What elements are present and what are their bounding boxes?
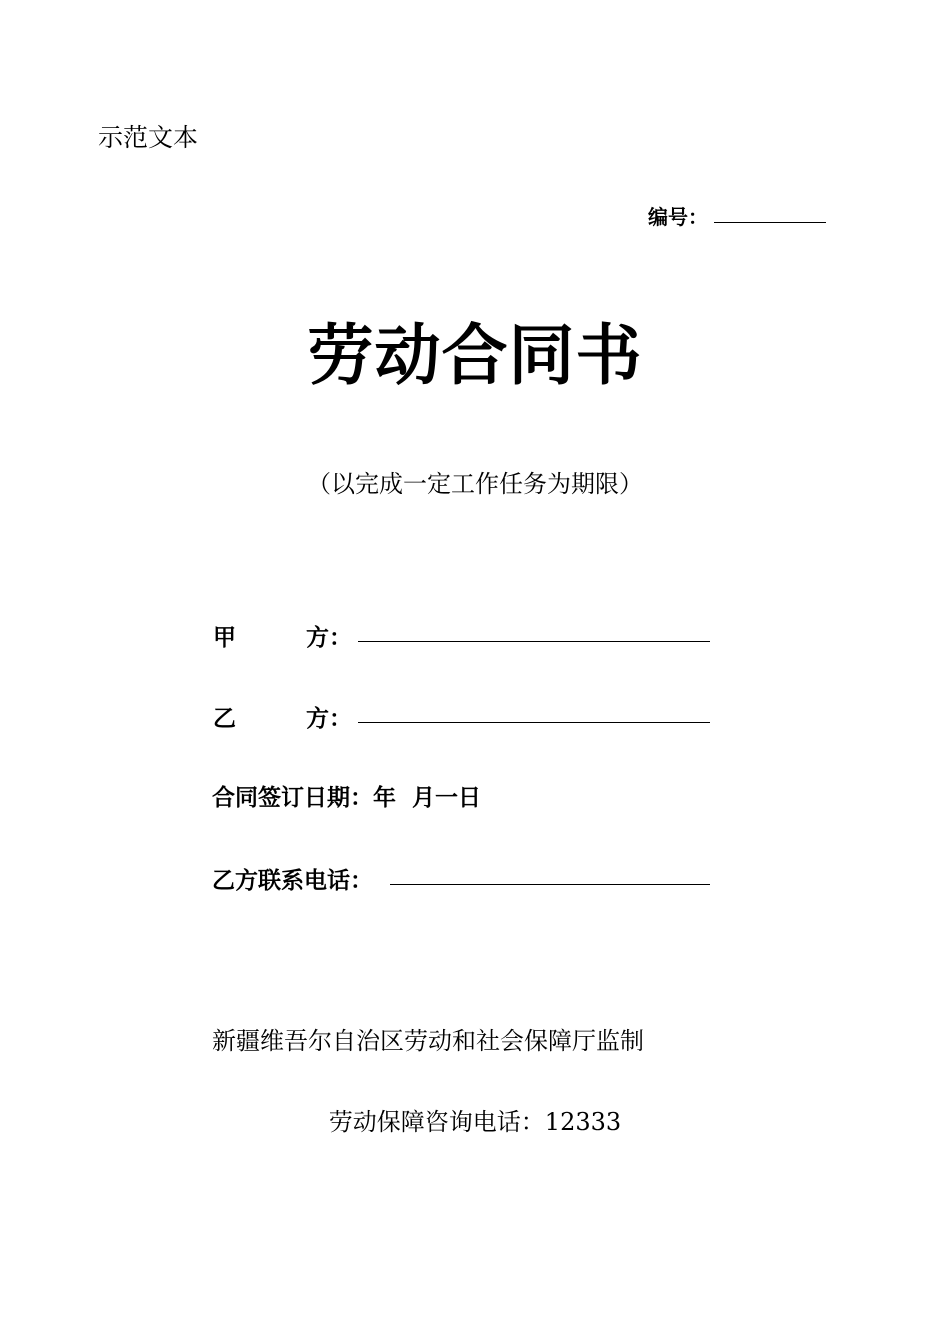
document-title: 劳动合同书: [307, 317, 643, 394]
party-a-label-first: 甲: [213, 625, 236, 651]
sample-text-label: 示范文本: [98, 123, 199, 152]
signing-date-line: 合同签订日期：年 月一日: [212, 785, 482, 811]
contract-number-label: 编号：: [648, 205, 708, 229]
supervisor-statement: 新疆维吾尔自治区劳动和社会保障厅监制: [212, 1027, 644, 1055]
party-a-blank: [358, 641, 710, 642]
party-b-blank: [358, 722, 710, 723]
party-b-phone-label: 乙方联系电话：: [212, 868, 373, 894]
document-subtitle: （以完成一定工作任务为期限）: [307, 470, 643, 498]
party-a-label-second: 方：: [306, 625, 352, 651]
consultation-hotline: 劳动保障咨询电话：12333: [328, 1108, 622, 1136]
contract-number-blank: [714, 222, 826, 223]
party-b-phone-blank: [390, 884, 710, 885]
party-b-label-second: 方：: [306, 706, 352, 732]
party-b-label-first: 乙: [213, 706, 236, 732]
